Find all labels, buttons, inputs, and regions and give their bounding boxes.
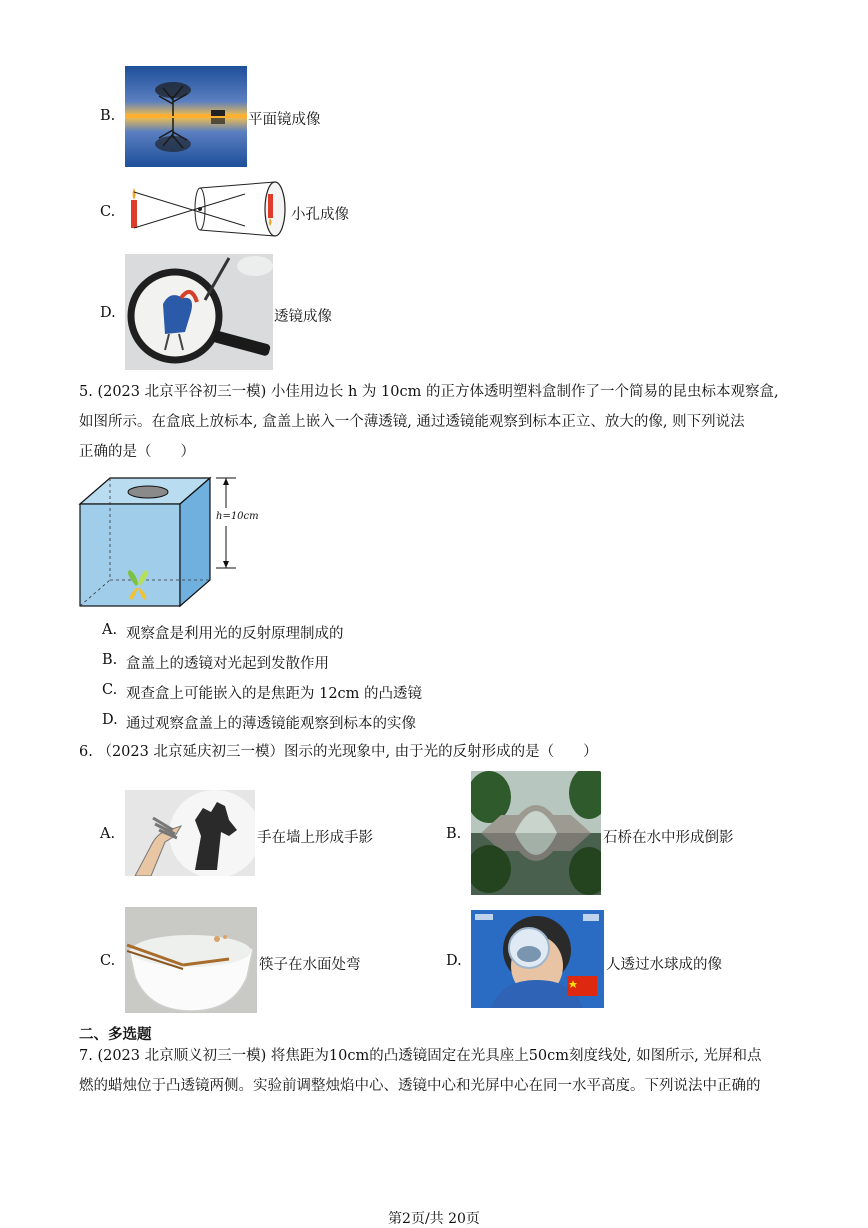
stone-bridge-reflection-image	[471, 771, 601, 895]
box-height-label: h=10cm	[216, 511, 259, 522]
q6-option-a-caption: 手在墙上形成手影	[257, 830, 373, 846]
q5-option-b-letter: B.	[102, 652, 118, 668]
q6-option-d-letter: D.	[446, 953, 462, 969]
pinhole-camera-diagram	[125, 178, 290, 240]
q4-option-d-caption: 透镜成像	[274, 309, 332, 325]
water-ball-image	[471, 910, 604, 1008]
q6-option-a-letter: A.	[100, 826, 116, 842]
q6-option-c-letter: C.	[100, 953, 116, 969]
insect-observation-box-figure	[78, 474, 278, 610]
q5-option-d-text: 通过观察盒盖上的薄透镜能观察到标本的实像	[126, 716, 416, 732]
q5-option-a-letter: A.	[102, 622, 118, 638]
q5-option-a-text: 观察盒是利用光的反射原理制成的	[126, 626, 344, 642]
mirror-reflection-image	[125, 66, 247, 167]
q7-stem-line-1: 7. (2023 北京顺义初三一模) 将焦距为10cm的凸透镜固定在光具座上50cm刻度线处, 如图所示, 光屏和点	[79, 1048, 762, 1064]
q5-stem-line-3: 正确的是（ ）	[79, 444, 195, 460]
q5-option-c-letter: C.	[102, 682, 118, 698]
q6-option-d-caption: 人透过水球成的像	[606, 957, 722, 973]
q7-stem-line-2: 燃的蜡烛位于凸透镜两侧。实验前调整烛焰中心、透镜中心和光屏中心在同一水平高度。下列说法中正确的	[79, 1078, 761, 1094]
q6-option-b-caption: 石桥在水中形成倒影	[603, 830, 734, 846]
page-footer: 第2页/共 20页	[388, 1211, 480, 1227]
q5-stem-line-1: 5. (2023 北京平谷初三一模) 小佳用边长 h 为 10cm 的正方体透明塑料盒制作了一个简易的昆虫标本观察盒,	[79, 384, 779, 400]
q5-option-b-text: 盒盖上的透镜对光起到发散作用	[126, 656, 329, 672]
q4-option-b-letter: B.	[100, 108, 116, 124]
q5-option-c-text: 观查盒上可能嵌入的是焦距为 12cm 的凸透镜	[126, 686, 423, 702]
hand-shadow-image	[125, 790, 255, 876]
q6-option-b-letter: B.	[446, 826, 462, 842]
q6-stem: 6. （2023 北京延庆初三一模）图示的光现象中, 由于光的反射形成的是（ ）	[79, 744, 598, 760]
q5-stem-line-2: 如图所示。在盒底上放标本, 盒盖上嵌入一个薄透镜, 通过透镜能观察到标本正立、放大的像, 则下列说法	[79, 414, 745, 430]
q4-option-c-caption: 小孔成像	[291, 207, 349, 223]
section-title: 二、多选题	[79, 1026, 152, 1043]
q4-option-b-caption: 平面镜成像	[248, 112, 321, 128]
q4-option-c-letter: C.	[100, 204, 116, 220]
q4-option-d-letter: D.	[100, 305, 116, 321]
chopsticks-in-bowl-image	[125, 907, 257, 1013]
magnifier-lens-image	[125, 254, 273, 370]
q6-option-c-caption: 筷子在水面处弯	[259, 957, 361, 973]
q5-option-d-letter: D.	[102, 712, 118, 728]
